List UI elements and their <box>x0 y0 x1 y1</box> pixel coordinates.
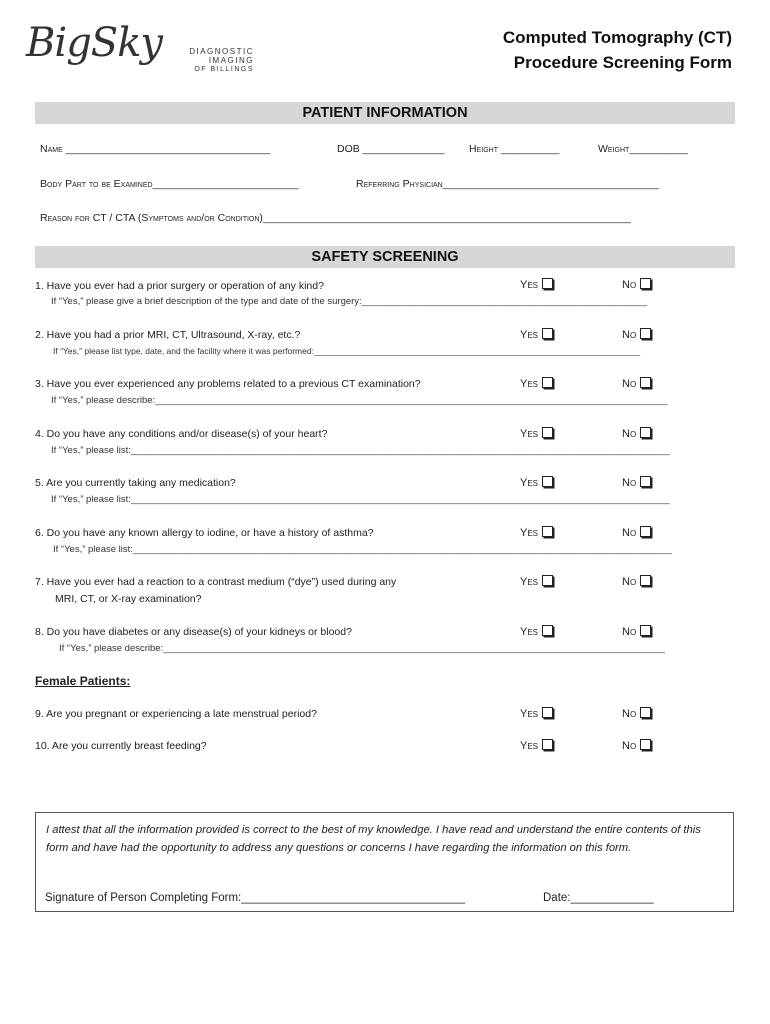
yes-label: Yes <box>520 626 539 638</box>
no-label: No <box>622 378 637 390</box>
logo-subtitle <box>158 47 254 74</box>
logo-line-2: OF BILLINGS <box>194 66 254 73</box>
question-10-no-checkbox[interactable] <box>622 739 651 752</box>
body-part-field[interactable]: Body Part to be Examined_________________________ <box>40 178 299 190</box>
question-6-yes-checkbox[interactable] <box>520 526 553 539</box>
checkbox-icon <box>542 377 553 388</box>
logo-script: BigSky <box>26 20 163 66</box>
no-label: No <box>622 329 637 341</box>
dob-field[interactable]: DOB ______________ <box>337 143 445 155</box>
question-9-yes-checkbox[interactable] <box>520 707 553 720</box>
safety-screening-header: SAFETY SCREENING <box>35 246 735 268</box>
checkbox-icon <box>542 739 553 750</box>
name-field[interactable]: Name ___________________________________ <box>40 143 271 155</box>
referring-physician-field[interactable]: Referring Physician_____________________________________ <box>356 178 659 190</box>
question-1-no-checkbox[interactable] <box>622 278 651 291</box>
checkbox-icon <box>542 575 553 586</box>
question-5-followup[interactable]: If “Yes,” please list:______________________________________________________________________________________________________ <box>51 494 670 505</box>
question-10: 10. Are you currently breast feeding? <box>35 740 207 752</box>
question-6-no-checkbox[interactable] <box>622 526 651 539</box>
logo-divider <box>150 52 160 54</box>
checkbox-icon <box>640 707 651 718</box>
question-3-yes-checkbox[interactable] <box>520 377 553 390</box>
question-3-followup[interactable]: If “Yes,” please describe:_________________________________________________________________________________________________ <box>51 395 668 406</box>
question-8-yes-checkbox[interactable] <box>520 625 553 638</box>
question-2: 2. Have you had a prior MRI, CT, Ultrasound, X-ray, etc.? <box>35 329 301 341</box>
no-label: No <box>622 576 637 588</box>
checkbox-icon <box>640 427 651 438</box>
checkbox-icon <box>542 625 553 636</box>
question-9-no-checkbox[interactable] <box>622 707 651 720</box>
yes-label: Yes <box>520 279 539 291</box>
question-2-yes-checkbox[interactable] <box>520 328 553 341</box>
checkbox-icon <box>542 427 553 438</box>
date-field[interactable]: Date:_____________ <box>543 892 654 904</box>
question-10-yes-checkbox[interactable] <box>520 739 553 752</box>
yes-label: Yes <box>520 477 539 489</box>
question-8: 8. Do you have diabetes or any disease(s) of your kidneys or blood? <box>35 626 352 638</box>
question-7-no-checkbox[interactable] <box>622 575 651 588</box>
checkbox-icon <box>640 328 651 339</box>
no-label: No <box>622 279 637 291</box>
checkbox-icon <box>542 526 553 537</box>
checkbox-icon <box>640 625 651 636</box>
question-7: 7. Have you ever had a reaction to a contrast medium (“dye”) used during any <box>35 576 397 588</box>
yes-label: Yes <box>520 708 539 720</box>
question-6-followup[interactable]: If “Yes,” please list:______________________________________________________________________________________________________ <box>53 544 672 555</box>
checkbox-icon <box>640 575 651 586</box>
yes-label: Yes <box>520 740 539 752</box>
patient-information-header: PATIENT INFORMATION <box>35 102 735 124</box>
form-title-line-2: Procedure Screening Form <box>513 53 732 72</box>
height-field[interactable]: Height __________ <box>469 143 560 155</box>
question-1-yes-checkbox[interactable] <box>520 278 553 291</box>
signature-field[interactable]: Signature of Person Completing Form:___________________________________ <box>45 892 466 904</box>
question-1-followup[interactable]: If “Yes,” please give a brief description of the type and date of the surgery:______________________________________________________ <box>51 296 647 307</box>
question-8-no-checkbox[interactable] <box>622 625 651 638</box>
yes-label: Yes <box>520 527 539 539</box>
question-4-followup[interactable]: If “Yes,” please list:______________________________________________________________________________________________________ <box>51 445 670 456</box>
checkbox-icon <box>640 278 651 289</box>
checkbox-icon <box>640 377 651 388</box>
form-title-line-1: Computed Tomography (CT) <box>502 28 732 47</box>
question-9: 9. Are you pregnant or experiencing a late menstrual period? <box>35 708 317 720</box>
question-5: 5. Are you currently taking any medication? <box>35 477 236 489</box>
no-label: No <box>622 626 637 638</box>
yes-label: Yes <box>520 428 539 440</box>
no-label: No <box>622 477 637 489</box>
question-7-continuation: MRI, CT, or X-ray examination? <box>55 593 202 605</box>
yes-label: Yes <box>520 576 539 588</box>
question-3: 3. Have you ever experienced any problems related to a previous CT examination? <box>35 378 421 390</box>
no-label: No <box>622 708 637 720</box>
question-4-no-checkbox[interactable] <box>622 427 651 440</box>
yes-label: Yes <box>520 329 539 341</box>
checkbox-icon <box>542 707 553 718</box>
checkbox-icon <box>640 476 651 487</box>
question-1: 1. Have you ever had a prior surgery or operation of any kind? <box>35 280 324 292</box>
weight-field[interactable]: Weight__________ <box>598 143 688 155</box>
question-6: 6. Do you have any known allergy to iodine, or have a history of asthma? <box>35 527 374 539</box>
no-label: No <box>622 527 637 539</box>
question-5-yes-checkbox[interactable] <box>520 476 553 489</box>
question-2-followup[interactable]: If “Yes,” please list type, date, and the facility where it was performed:_____________________________________________________________________ <box>53 346 641 356</box>
question-7-yes-checkbox[interactable] <box>520 575 553 588</box>
question-8-followup[interactable]: If “Yes,” please describe:_______________________________________________________________________________________________ <box>59 643 666 654</box>
reason-field[interactable]: Reason for CT / CTA (Symptoms and/or Condition)_______________________________________________________________ <box>40 212 631 224</box>
checkbox-icon <box>640 739 651 750</box>
attestation-text: I attest that all the information provided is correct to the best of my knowledge. I have read and understand the entire contents of this form and have had the opportunity to address any questions or concerns I have regarding the information on this form. <box>46 824 701 854</box>
question-4-yes-checkbox[interactable] <box>520 427 553 440</box>
question-5-no-checkbox[interactable] <box>622 476 651 489</box>
question-3-no-checkbox[interactable] <box>622 377 651 390</box>
checkbox-icon <box>542 476 553 487</box>
yes-label: Yes <box>520 378 539 390</box>
no-label: No <box>622 428 637 440</box>
female-patients-header: Female Patients: <box>35 674 131 688</box>
checkbox-icon <box>542 278 553 289</box>
checkbox-icon <box>640 526 651 537</box>
question-4: 4. Do you have any conditions and/or disease(s) of your heart? <box>35 428 328 440</box>
checkbox-icon <box>542 328 553 339</box>
no-label: No <box>622 740 637 752</box>
logo-line-1: DIAGNOSTIC IMAGING <box>189 47 254 65</box>
question-2-no-checkbox[interactable] <box>622 328 651 341</box>
